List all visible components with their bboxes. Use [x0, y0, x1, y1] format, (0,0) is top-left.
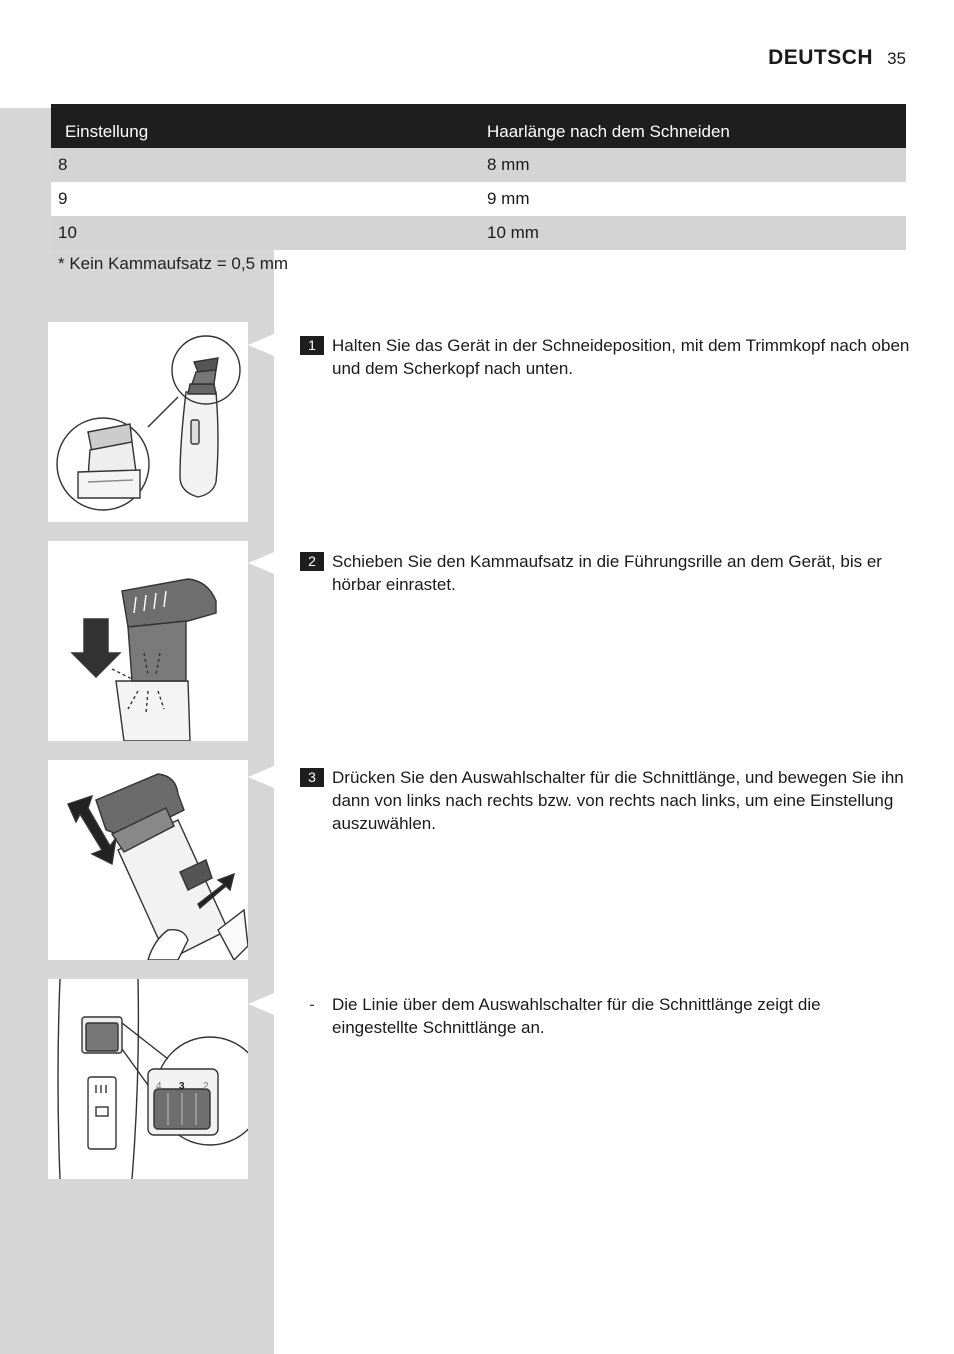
column-header: Haarlänge nach dem Schneiden [487, 122, 730, 141]
column-header: Einstellung [65, 122, 149, 141]
scale-label: 3 [179, 1081, 185, 1092]
illustration-length-indicator [48, 979, 248, 1179]
page-number: 35 [887, 49, 906, 68]
step-1 [300, 334, 910, 380]
table-header-row [51, 104, 906, 148]
illustration-attach-comb [48, 541, 248, 741]
scale-label: 2 [203, 1081, 209, 1092]
page-header [768, 46, 906, 70]
step-number-badge: 1 [300, 336, 324, 355]
table-cell: 10 mm [487, 223, 539, 242]
note-text: Die Linie über dem Auswahlschalter für die Schnittlänge zeigt die eingestellte Schnittlänge an. [332, 995, 821, 1037]
table-cell: 8 mm [487, 155, 530, 174]
table-cell: 8 [58, 155, 68, 174]
selector-closeup-drawing [48, 979, 248, 1179]
bullet-dash: - [309, 995, 315, 1014]
table-footnote: * Kein Kammaufsatz = 0,5 mm [58, 254, 289, 273]
pointer-arrow [248, 334, 274, 356]
step-2 [300, 550, 910, 596]
step-3 [300, 766, 910, 835]
table-row [51, 148, 906, 182]
step-number-badge: 3 [300, 768, 324, 787]
table-row [51, 182, 906, 216]
illustration-select-length [48, 760, 248, 960]
step-number-badge: 2 [300, 552, 324, 571]
pointer-arrow [248, 766, 274, 788]
step-text: Schieben Sie den Kammaufsatz in die Führungsrille an dem Gerät, bis er hörbar einrastet. [332, 552, 882, 594]
comb-attach-drawing [48, 541, 248, 741]
language-heading: DEUTSCH [768, 46, 874, 69]
table-cell: 10 [58, 223, 77, 242]
trimmer-upright-drawing [48, 322, 248, 522]
table-cell: 9 [58, 189, 68, 208]
pointer-arrow [248, 993, 274, 1015]
note-item [300, 993, 910, 1039]
pointer-arrow [248, 552, 274, 574]
settings-table [51, 104, 906, 250]
scale-label: 4 [156, 1081, 162, 1092]
illustration-hold-device [48, 322, 248, 522]
length-selector-drawing [48, 760, 248, 960]
step-text: Drücken Sie den Auswahlschalter für die Schnittlänge, und bewegen Sie ihn dann von links nach rechts bzw. von rechts nach links, um eine Einstellung auszuwählen. [332, 768, 904, 833]
step-text: Halten Sie das Gerät in der Schneideposition, mit dem Trimmkopf nach oben und dem Scherkopf nach unten. [332, 336, 910, 378]
table-row [51, 216, 906, 250]
table-cell: 9 mm [487, 189, 530, 208]
